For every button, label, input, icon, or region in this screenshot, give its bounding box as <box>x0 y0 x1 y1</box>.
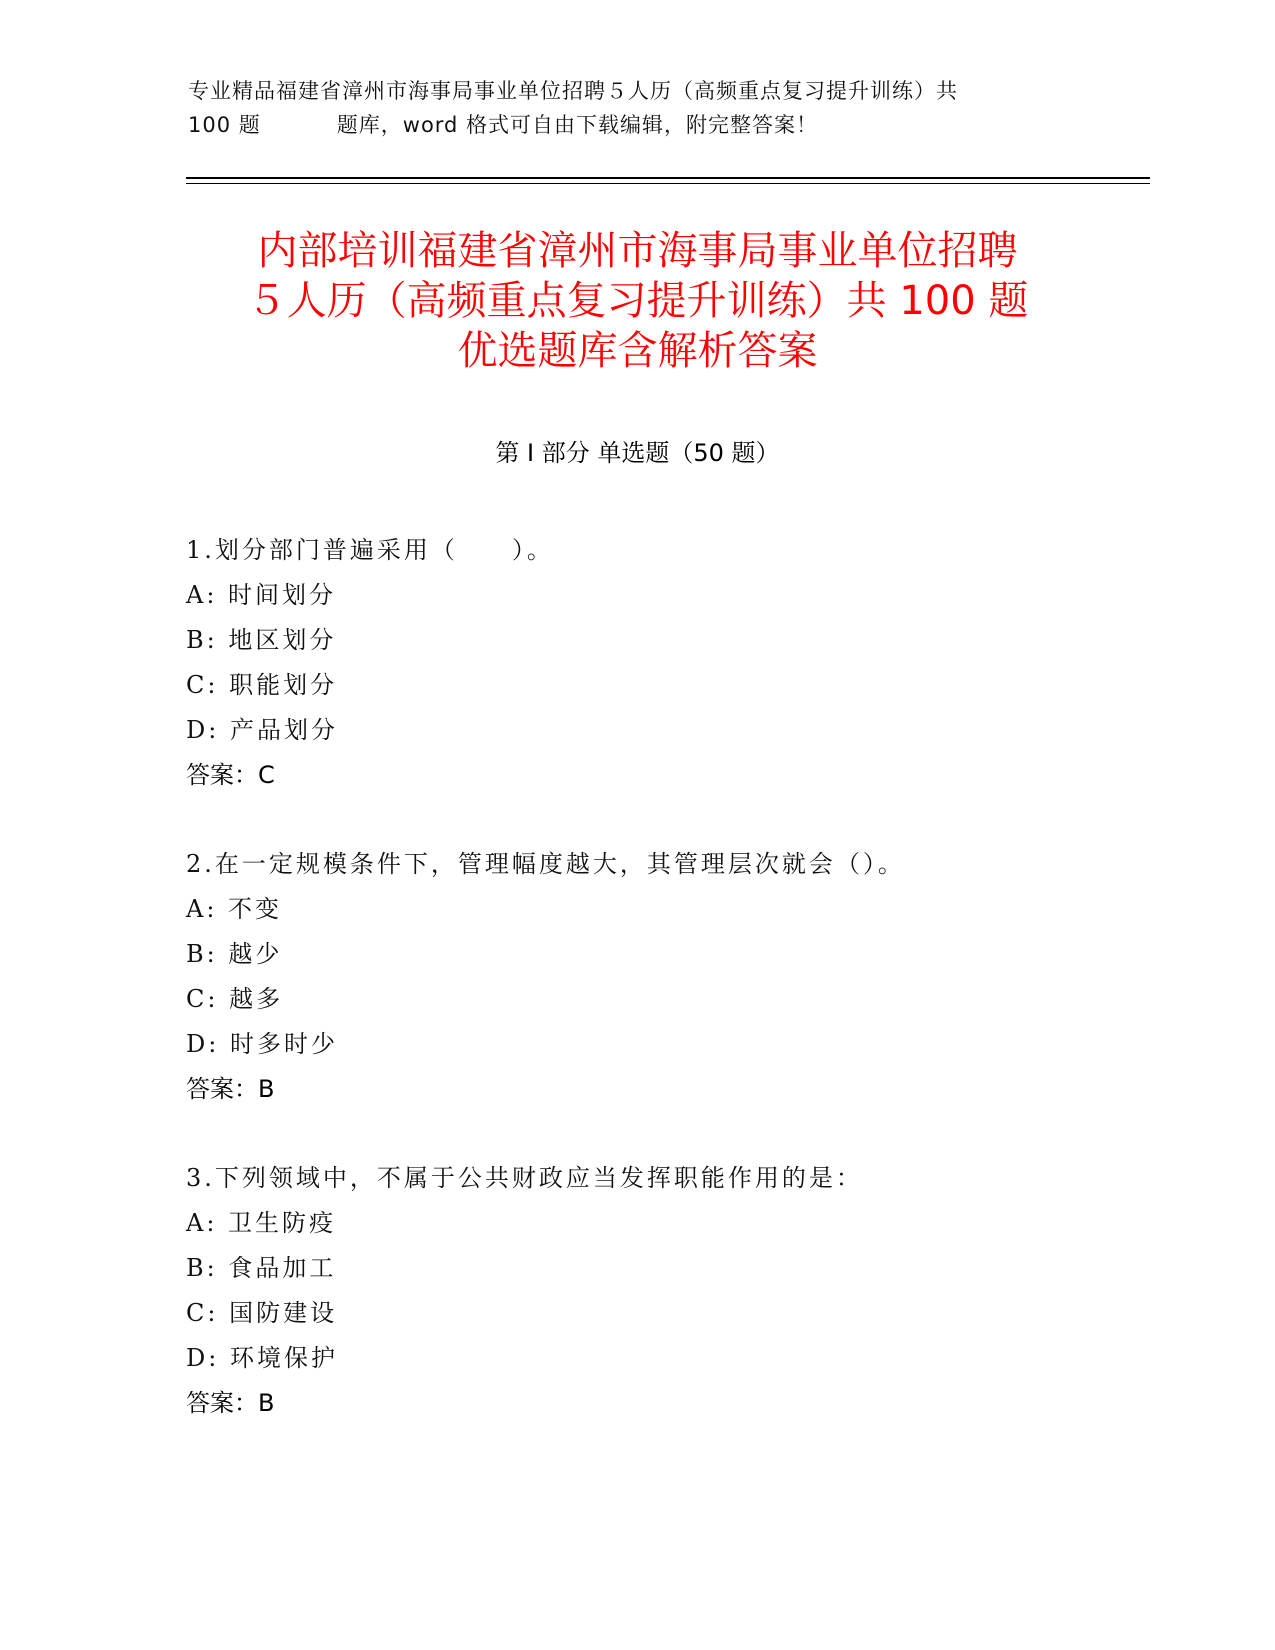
question-list <box>186 528 1146 1470</box>
option-c: C: 职能划分 <box>186 671 338 699</box>
document-title-line3: 优选题库含解析答案 <box>457 328 818 374</box>
header-divider-thin <box>186 183 1150 184</box>
option-a: A: 卫生防疫 <box>186 1209 337 1237</box>
option-a: A: 时间划分 <box>186 581 337 609</box>
option-b: B: 食品加工 <box>186 1254 337 1282</box>
option-c: C: 越多 <box>186 985 284 1013</box>
option-d: D: 产品划分 <box>186 716 338 744</box>
section-title: 第 I 部分 单选题（50 题） <box>495 439 780 467</box>
header-note <box>188 74 1068 142</box>
option-b: B: 地区划分 <box>186 626 337 654</box>
header-note-line1: 专业精品福建省漳州市海事局事业单位招聘５人历（高频重点复习提升训练）共 <box>188 79 958 103</box>
question-stem: 1.划分部门普遍采用（ ）。 <box>186 536 554 564</box>
header-divider-thick <box>186 177 1150 179</box>
question-3 <box>186 1156 1146 1426</box>
document-title-line2: ５人历（高频重点复习提升训练）共 100 题 <box>246 278 1029 324</box>
question-1 <box>186 528 1146 798</box>
option-c: C: 国防建设 <box>186 1299 338 1327</box>
header-note-count: 100 题 <box>188 113 261 137</box>
document-title-line1: 内部培训福建省漳州市海事局事业单位招聘 <box>257 228 1018 274</box>
option-d: D: 环境保护 <box>186 1344 338 1372</box>
answer: 答案：B <box>186 1389 275 1417</box>
header-note-description: 题库，word 格式可自由下载编辑，附完整答案！ <box>336 113 819 137</box>
question-stem: 3.下列领域中，不属于公共财政应当发挥职能作用的是： <box>186 1164 863 1192</box>
header-note-line2 <box>188 108 1068 142</box>
answer: 答案：B <box>186 1075 275 1103</box>
question-stem: 2.在一定规模条件下，管理幅度越大，其管理层次就会（）。 <box>186 850 905 878</box>
answer: 答案：C <box>186 761 275 789</box>
option-b: B: 越少 <box>186 940 283 968</box>
option-d: D: 时多时少 <box>186 1030 338 1058</box>
question-2 <box>186 842 1146 1112</box>
document-title <box>160 226 1115 376</box>
option-a: A: 不变 <box>186 895 283 923</box>
